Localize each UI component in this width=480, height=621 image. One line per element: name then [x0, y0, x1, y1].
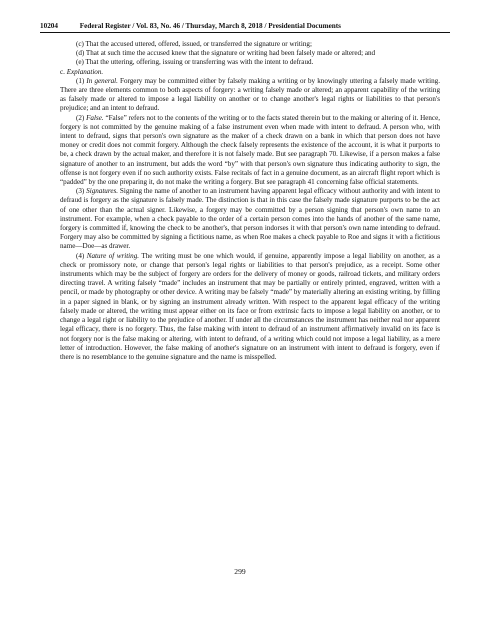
paragraph	[60, 252, 440, 362]
paragraph-text: Signing the name of another to an instrument having apparent legal efficacy without authority and with intent to defraud is forgery as the signature is falsely made. The distinction is that in this case the falsely made signature purports to be the act of one other than the actual signer. Likewise, a forgery may be committed by a person signing that person's own name to an instrument. For example, when a check payable to the order of a certain person comes into the hands of another of the same name, forgery is committed if, knowing the check to be another's, that person indorses it with that person's own name intending to defraud. Forgery may also be committed by signing a fictitious name, as when Roe makes a check payable to Roe and signs it with a fictitious name—Doe—as drawer.	[60, 187, 441, 251]
paragraph-text: (d) That at such time the accused knew that the signature or writing had been falsely made or altered; and	[76, 49, 376, 58]
paragraph-text: (c) That the accused uttered, offered, issued, or transferred the signature or writing;	[76, 40, 312, 48]
running-head: Federal Register / Vol. 83, No. 46 / Thursday, March 8, 2018 / Presidential Documents	[79, 22, 341, 30]
paragraph	[60, 187, 440, 251]
paragraph-text: “False” refers not to the contents of the writing or to the facts stated therein but to the making or altering of it. Hence, forgery is not committed by the genuine making of a false instrument even when made with intent to defraud. A person who, with intent to defraud, signs that person's own signature as the maker of a check drawn on a bank in which that person does not have money or credit does not commit forgery. Although the check falsely represents the existence of the account, it is what it purports to be, a check drawn by the actual maker, and therefore it is not falsely made. But see paragraph 70. Likewise, if a person makes a false signature of another to an instrument, but adds the word “by” with that person's own signature thus indicating authority to sign, the offense is not forgery even if no such authority exists. False recitals of fact in a genuine document, as an aircraft flight report which is “padded” by the one preparing it, do not make the writing a forgery. But see paragraph 41 concerning false official statements.	[60, 113, 440, 187]
paragraph-prefix: (4)	[76, 251, 87, 260]
paragraph-title: Nature of writing.	[86, 251, 140, 260]
paragraph-title: Signatures.	[86, 187, 119, 196]
page-footer-number: 299	[234, 567, 246, 576]
paragraph-title: False.	[86, 113, 104, 122]
document-body	[60, 40, 440, 362]
paragraph-prefix: (2)	[76, 113, 87, 122]
paragraph	[60, 49, 440, 58]
paragraph	[60, 77, 440, 114]
section-heading	[60, 68, 440, 77]
paragraph-prefix: (1)	[76, 76, 87, 85]
paragraph-text: The writing must be one which would, if genuine, apparently impose a legal liability on another, as a check or promissory note, or change that person's legal rights or liabilities to that person's prejudice, as a receipt. Some other instruments which may be the subject of forgery are orders for the delivery of money or goods, railroad tickets, and military orders directing travel. A writing falsely “made” includes an instrument that may be partially or entirely printed, engraved, written with a pencil, or made by photography or other device. A writing may be falsely “made” by materially altering an existing writing, by filling in a paper signed in blank, or by signing an instrument already written. With respect to the apparent legal efficacy of the writing falsely made or altered, the writing must appear either on its face or from extrinsic facts to impose a legal liability on another, or to change a legal right or liability to the prejudice of another. If under all the circumstances the instrument has neither real nor apparent legal efficacy, there is no forgery. Thus, the false making with intent to defraud of an instrument affirmatively invalid on its face is not forgery nor is the false making or altering, with intent to defraud, of a writing which could not impose a legal liability, as a mere letter of introduction. However, the false making of another's signature on an instrument with intent to defraud is forgery, even if there is no resemblance to the genuine signature and the name is misspelled.	[60, 251, 441, 361]
paragraph-title: Explanation.	[66, 67, 104, 76]
page-number: 10204	[40, 22, 58, 30]
paragraph-prefix: c.	[60, 67, 67, 76]
paragraph-text: Forgery may be committed either by falsely making a writing or by knowingly uttering a falsely made writing. There are three elements common to both aspects of forgery: a writing falsely made or altered; an apparent capability of the writing as falsely made or altered to impose a legal liability on another or to change another's legal rights or liabilities to that person's prejudice; and an intent to defraud.	[60, 76, 440, 113]
paragraph-text: (e) That the uttering, offering, issuing or transferring was with the intent to defraud.	[76, 58, 314, 67]
paragraph	[60, 40, 440, 49]
paragraph-prefix: (3)	[76, 187, 87, 196]
paragraph	[60, 114, 440, 188]
paragraph-title: In general.	[86, 76, 118, 85]
header-rule	[40, 32, 450, 33]
paragraph	[60, 58, 440, 67]
page-header	[40, 22, 450, 31]
